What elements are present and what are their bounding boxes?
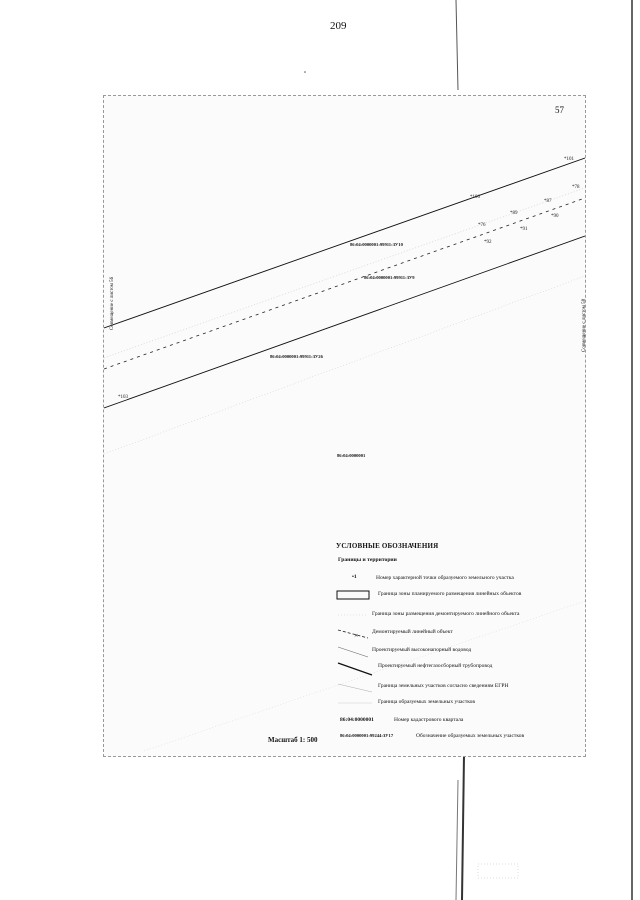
legend-row-dismantle-zone [336, 610, 586, 620]
cadastral-label: 86:04:0000001:99911:ЗУ10 [350, 242, 403, 247]
zone-boundary-icon [336, 590, 370, 600]
match-line-right: Совмещение с листом 58 [582, 298, 587, 352]
legend-title: УСЛОВНЫЕ ОБОЗНАЧЕНИЯ [336, 542, 439, 550]
legend-text: Номер кадастрового квартала [394, 717, 464, 723]
cadastral-label: 86:04:0000001:99911:ЗУ9 [364, 275, 415, 280]
page-number: 209 [330, 20, 347, 32]
cadastral-label: 86:04:0000001 [337, 453, 366, 458]
egrn-boundary-icon [336, 682, 374, 694]
svg-text:✕: ✕ [354, 634, 359, 639]
legend-row-dismantled-object [336, 628, 586, 638]
legend-row-point [336, 574, 586, 584]
point-label: *89 [510, 211, 518, 216]
dismantled-object-line [104, 198, 585, 369]
point-label: *87 [544, 199, 552, 204]
egrn-boundary-line [144, 601, 585, 751]
point-label: *76 [478, 223, 486, 228]
legend-text: Проектируемый высоконапорный водовод [372, 647, 472, 653]
water-pipeline-icon [336, 646, 370, 658]
point-label: *101 [564, 157, 574, 162]
new-plot-boundary-icon [336, 698, 374, 708]
scale-label: Масштаб 1: 500 [268, 736, 318, 744]
legend-code: 86:04:0000001:99244:ЗУ17 [340, 733, 394, 738]
match-line-left: Совмещение с листом 56 [110, 276, 115, 330]
legend-text: Граница земельных участков согласно сведениям ЕГРН [378, 683, 509, 689]
legend-text: Обозначение образуемых земельных участков [416, 733, 525, 739]
cadastral-label: 86:04:0000001:99911:ЗУ26 [270, 354, 323, 359]
point-label: *92 [484, 240, 492, 245]
point-label: *106 [470, 195, 480, 200]
point-label: *91 [520, 227, 528, 232]
legend-text: Граница зоны планируемого размещения линейных объектов [378, 591, 522, 597]
dismantled-object-icon [336, 628, 370, 640]
legend-text: Граница образуемых земельных участков [378, 699, 475, 705]
sheet-number: 57 [555, 105, 564, 115]
legend-row-water-pipeline [336, 646, 586, 656]
legend-subtitle: Границы и территории [338, 557, 397, 563]
point-label: *103 [118, 395, 128, 400]
legend-row-oil-pipeline [336, 662, 586, 672]
legend-row-new-plots [336, 698, 586, 708]
legend-row-egrn-boundary [336, 682, 586, 692]
zone-boundary-lower [104, 236, 585, 408]
dismantle-zone-icon [336, 610, 370, 620]
point-symbol-icon: •1 [352, 574, 357, 580]
legend-row-plot-designation [336, 732, 586, 742]
legend-code: 86:04:0000001 [340, 717, 374, 723]
point-label: *90 [551, 214, 559, 219]
legend-text: Демонтируемый линейный объект [372, 629, 453, 635]
legend-text: Номер характерной точки образуемого земельного участка [376, 575, 514, 581]
legend-row-planned-zone [336, 590, 586, 600]
legend-text: Граница зоны размещения демонтируемого линейного объекта [372, 611, 520, 617]
legend-text: Проектируемый нефтегазосборный трубопровод [378, 663, 493, 669]
point-label: *78 [572, 185, 580, 190]
oil-pipeline-icon [336, 662, 374, 676]
legend-row-quarter-number [336, 716, 586, 726]
zone-boundary-upper [104, 158, 585, 328]
